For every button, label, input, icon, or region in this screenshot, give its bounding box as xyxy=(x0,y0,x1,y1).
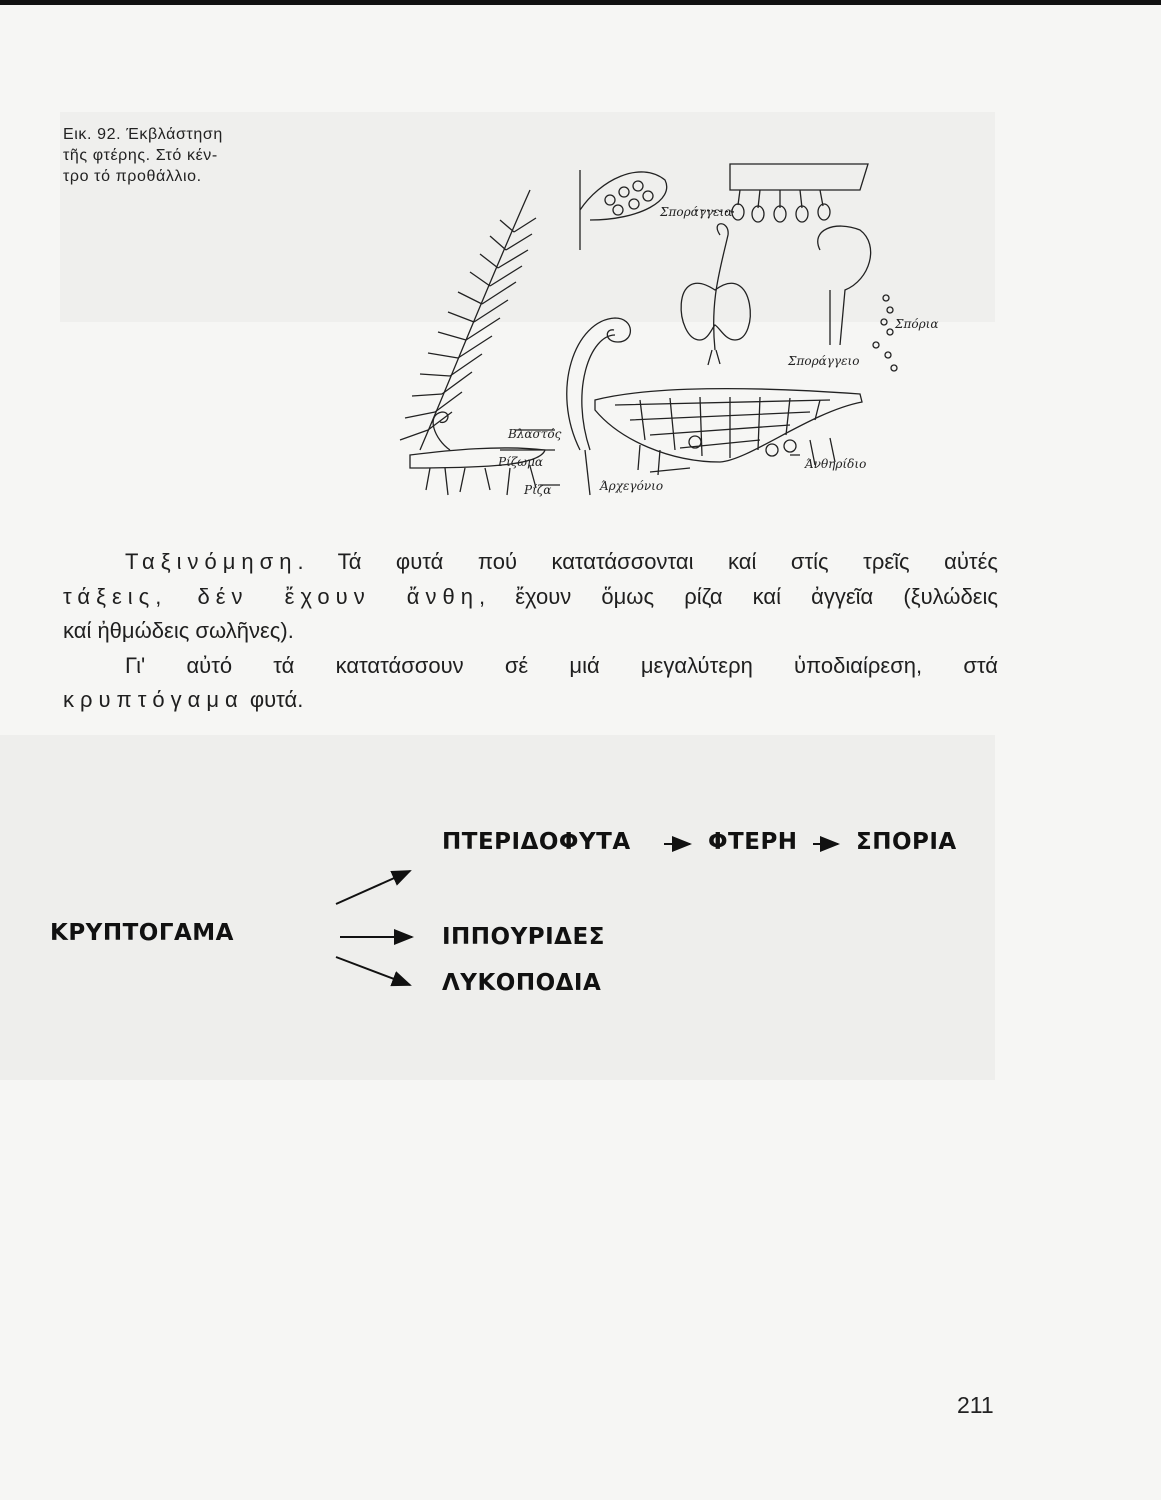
text-span: φυτά. xyxy=(243,687,304,712)
page-number: 211 xyxy=(957,1392,994,1418)
text-span: τάξεις, xyxy=(63,583,168,609)
paragraph-line xyxy=(63,683,998,718)
text-span: , ἔχουν ὅμως ρίζα καί ἀγγεῖα (ξυλώδεις xyxy=(479,583,998,609)
caption-line: τρο τό προθάλλιο. xyxy=(63,168,202,185)
label-shoot: Βλαστός xyxy=(508,427,562,441)
scheme-pteridophyta: ΠΤΕΡΙΔΟΦΥΤΑ xyxy=(442,829,631,855)
text-span: . Τά φυτά πού κατατάσσονται καί στίς τρεῖς αὐτές xyxy=(297,549,998,574)
bleed-through-block xyxy=(0,735,995,1080)
label-root: Ρίζα xyxy=(524,483,552,497)
scheme-lycopodium: ΛΥΚΟΠΟΔΙΑ xyxy=(442,970,602,996)
page-top-edge xyxy=(0,0,1161,5)
young-prothallus-drawing xyxy=(681,224,750,365)
body-text xyxy=(63,545,998,718)
label-spores: Σπόρια xyxy=(895,317,939,331)
term-classification: Ταξινόμηση xyxy=(125,549,298,574)
scheme-equisetum: ΙΠΠΟΥΡΙΔΕΣ xyxy=(442,924,605,950)
label-rhizome: Ρίζωμα xyxy=(498,455,543,469)
label-antheridium: Άνθηρίδιο xyxy=(805,457,867,471)
fern-germination-figure xyxy=(390,150,950,510)
figure-caption xyxy=(63,124,323,187)
paragraph-line: καί ἠθμώδεις σωλῆνες). xyxy=(63,618,294,643)
label-sporangium: Σποράγγειο xyxy=(788,354,860,368)
caption-line: τῆς φτέρης. Στό κέν- xyxy=(63,147,218,164)
fern-frond-drawing xyxy=(400,190,545,495)
paragraph-line xyxy=(63,545,998,580)
caption-line: Εικ. 92. Έκβλάστηση xyxy=(63,126,223,143)
scheme-spores: ΣΠΟΡΙΑ xyxy=(856,829,957,855)
label-sporangia: Σποράγγεια xyxy=(660,205,733,219)
emphasis-no-flowers: δέν ἔχουν ἄνθη xyxy=(197,583,480,609)
fiddlehead-drawing xyxy=(567,318,631,495)
paragraph-line xyxy=(63,580,998,615)
sorus-drawing xyxy=(730,164,868,222)
scheme-root: ΚΡΥΠΤΟΓΑΜΑ xyxy=(50,920,234,946)
sporangium-drawing xyxy=(818,226,897,371)
scheme-ferns: ΦΤΕΡΗ xyxy=(708,829,798,855)
label-archegonium: Άρχεγόνιο xyxy=(600,479,664,493)
term-cryptogams: κρυπτόγαμα xyxy=(63,687,244,712)
leaf-section-drawing xyxy=(580,170,667,250)
paragraph-line: Γι' αὐτό τά κατατάσσουν σέ μιά μεγαλύτερη ὑποδιαίρεση, στά xyxy=(125,652,998,678)
